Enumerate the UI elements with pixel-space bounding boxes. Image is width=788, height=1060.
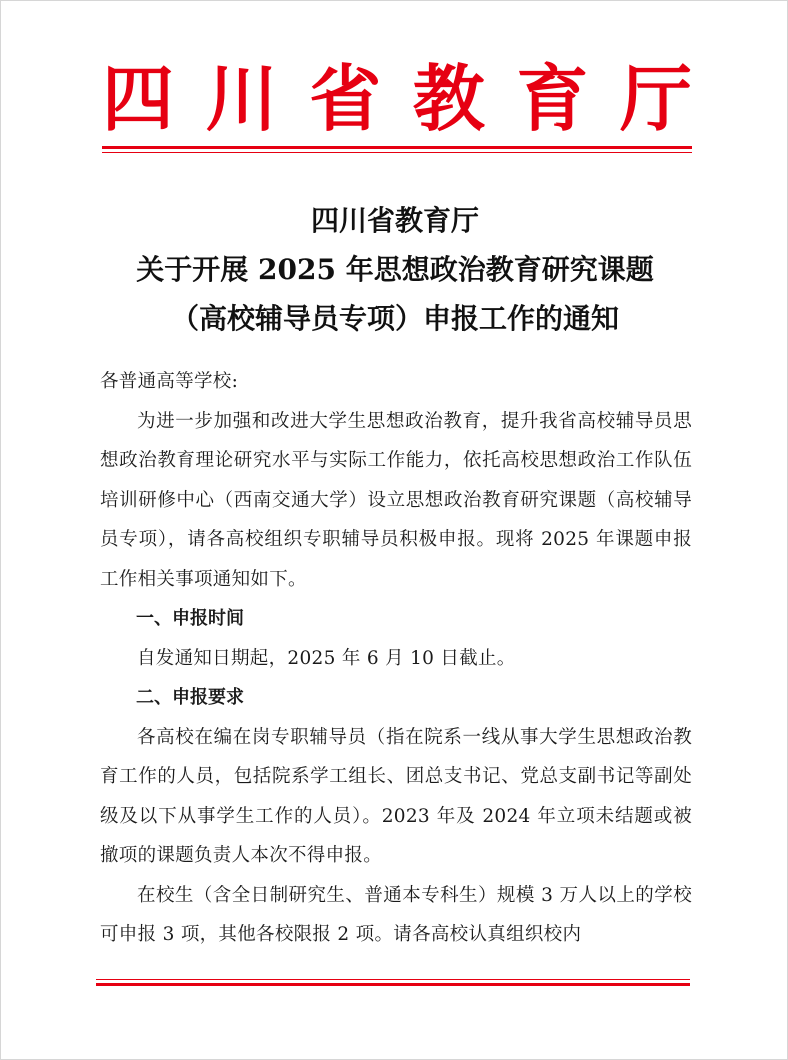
masthead-rule-thin — [102, 152, 692, 153]
masthead-char: 省 — [309, 56, 382, 141]
title-line-3: （高校辅导员专项）申报工作的通知 — [170, 302, 619, 335]
intro-paragraph: 为进一步加强和改进大学生思想政治教育，提升我省高校辅导员思想政治教育理论研究水平与实际工作能力，依托高校思想政治工作队伍培训研修中心（西南交通大学）设立思想政治教育研究课题（高校辅导员专项），请各高校组织专职辅导员积极申报。现将 2025 年课题申报工作相关事项通知如下。 — [100, 410, 692, 590]
section-2-paragraph-2: 在校生（含全日制研究生、普通本专科生）规模 3 万人以上的学校可申报 3 项，其他各校限报 2 项。请各高校认真组织校内 — [100, 884, 692, 945]
footer-rule-thick — [96, 983, 690, 986]
masthead-char: 四 — [102, 56, 175, 141]
title-line-2: 关于开展 2025 年思想政治教育研究课题 — [136, 253, 654, 286]
section-heading-2: 二、申报要求 — [136, 687, 244, 708]
masthead-char: 厅 — [619, 56, 692, 141]
salutation: 各普通高等学校: — [100, 371, 239, 392]
title-line-1: 四川省教育厅 — [310, 204, 479, 237]
masthead-char: 教 — [412, 56, 485, 141]
masthead-char: 育 — [516, 56, 589, 141]
section-2-paragraph-1: 各高校在编在岗专职辅导员（指在院系一线从事大学生思想政治教育工作的人员，包括院系学工组长、团总支书记、党总支副书记等副处级及以下从事学生工作的人员）。2023 年及 2024 年立项未结题或被撤项的课题负责人本次不得申报。 — [100, 726, 692, 866]
masthead-rule-thick — [102, 146, 692, 149]
section-heading-1: 一、申报时间 — [136, 608, 244, 629]
document-body — [100, 362, 692, 955]
footer-rule-thin — [96, 979, 690, 980]
section-1-text: 自发通知日期起，2025 年 6 月 10 日截止。 — [137, 647, 516, 669]
masthead — [102, 58, 692, 140]
masthead-char: 川 — [205, 56, 278, 141]
document-title — [60, 196, 730, 343]
